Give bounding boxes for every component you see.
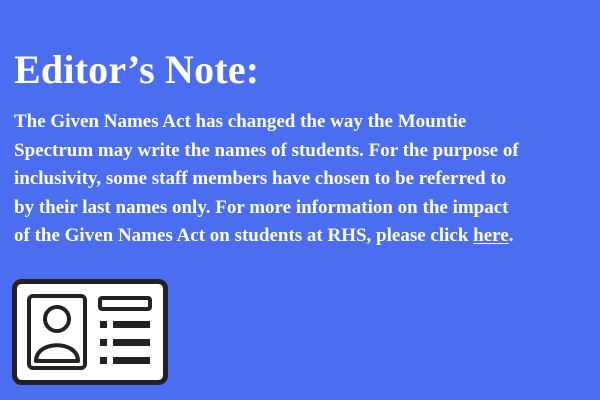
id-card-detail-bullet [100,357,107,364]
editor-note-body-line: by their last names only. For more information on the impact [14,196,509,218]
editor-note-body [14,108,594,251]
id-card-detail-line [113,339,150,346]
id-card-icon [12,279,168,385]
id-card-detail-line [113,357,150,364]
editor-note-body-line: Spectrum may write the names of students. For the purpose of [14,139,519,161]
editor-note-body-punctuation: . [508,225,514,247]
id-card-detail-line [113,321,150,328]
editor-note-title: Editor’s Note: [14,47,260,92]
editor-note-body-text: of the Given Names Act on students at RHS, please click [14,225,474,247]
more-information-link[interactable]: here [473,225,509,247]
editor-note-body-last-line [14,222,594,251]
editor-note-body-line: inclusivity, some staff members have chosen to be referred to [14,168,507,190]
editor-note-body-line: The Given Names Act has changed the way the Mountie [14,111,467,132]
id-card-detail-bullet [100,321,107,328]
id-card-detail-bullet [100,339,107,346]
